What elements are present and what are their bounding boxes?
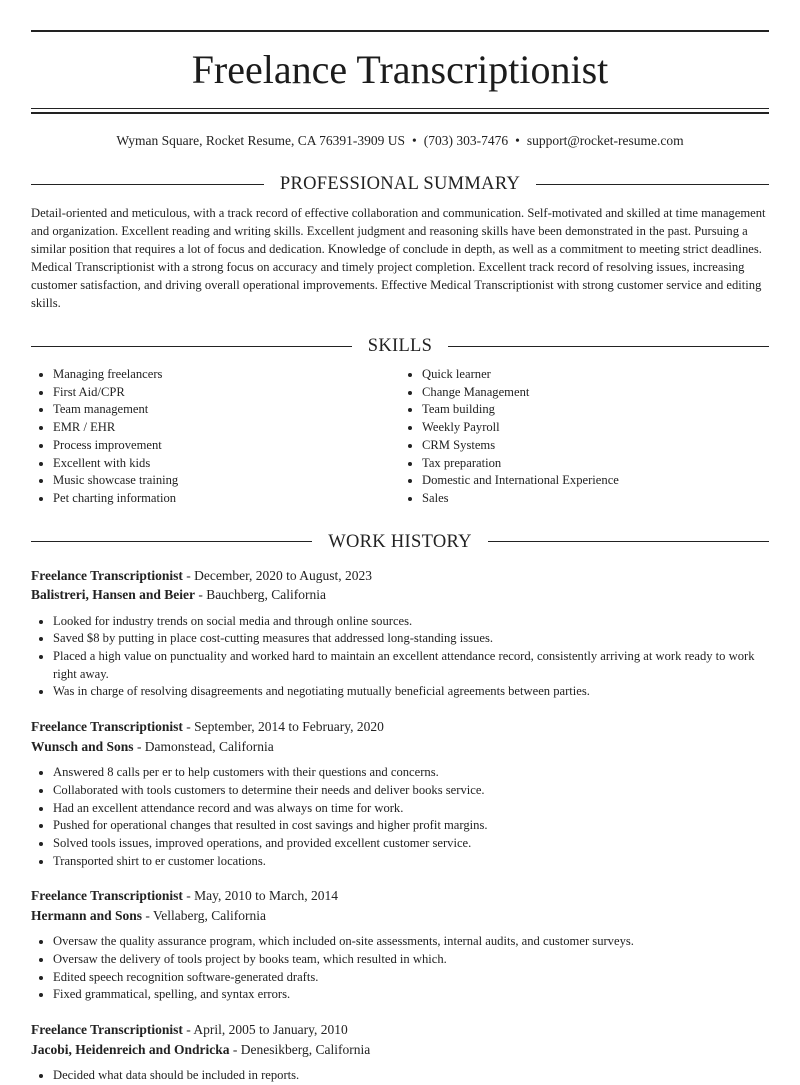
job-company: Balistreri, Hansen and Beier: [31, 587, 195, 603]
job-location: - Damonstead, California: [133, 738, 274, 754]
job-company: Jacobi, Heidenreich and Ondricka: [31, 1041, 230, 1057]
job-bullet: • Looked for industry trends on social media and through online sources.: [53, 613, 769, 631]
heading-rule-left: [31, 346, 352, 347]
job-company: Hermann and Sons: [31, 907, 143, 923]
job-bullet: • Answered 8 calls per er to help customers with their questions and concerns.: [53, 764, 769, 782]
skill-item: • Weekly Payroll: [422, 419, 769, 437]
heading-rule-right: [488, 541, 769, 542]
job-bullet: • Had an excellent attendance record and was always on time for work.: [53, 800, 769, 818]
skills-column-left: [31, 366, 400, 508]
skill-item: • Managing freelancers: [53, 366, 400, 384]
heading-rule-left: [31, 541, 312, 542]
contact-line: [31, 132, 769, 150]
summary-heading: [31, 172, 769, 196]
contact-address: Wyman Square, Rocket Resume, CA 76391-3909 US: [116, 133, 406, 148]
job-location: - Vellaberg, California: [142, 907, 267, 923]
contact-separator: •: [515, 133, 520, 148]
job-bullet: • Collaborated with tools customers to determine their needs and deliver books service.: [53, 782, 769, 800]
job-title-line: [31, 886, 769, 906]
skill-item: • CRM Systems: [422, 437, 769, 455]
job-bullet: • Transported shirt to er customer locations.: [53, 853, 769, 871]
skill-item: • Sales: [422, 490, 769, 508]
work-history-heading: [31, 530, 769, 554]
work-history-heading-text: WORK HISTORY: [328, 531, 472, 552]
job-company: Wunsch and Sons: [31, 738, 134, 754]
job-bullet: • Oversaw the quality assurance program, which included on-site assessments, internal audits, and customer surveys.: [53, 933, 769, 951]
skill-item: • Team management: [53, 401, 400, 419]
job-bullet: • Fixed grammatical, spelling, and syntax errors.: [53, 986, 769, 1004]
skills-heading: [31, 334, 769, 358]
job-company-line: [31, 585, 769, 605]
job-location: - Bauchberg, California: [195, 587, 326, 603]
skills-list: [31, 366, 769, 508]
skill-item: • Domestic and International Experience: [422, 472, 769, 490]
skill-item: • Excellent with kids: [53, 455, 400, 473]
job-bullets: [31, 933, 769, 1004]
job-bullets: [31, 1067, 769, 1085]
contact-phone[interactable]: (703) 303-7476: [423, 133, 509, 148]
skill-item: • EMR / EHR: [53, 419, 400, 437]
title-double-rule: [31, 108, 769, 114]
job-title: Freelance Transcriptionist: [31, 719, 183, 735]
job-entry: [31, 1020, 769, 1085]
job-bullets: [31, 764, 769, 870]
job-company-line: [31, 1040, 769, 1060]
skill-item: • Change Management: [422, 384, 769, 402]
top-rule: [31, 30, 769, 32]
job-entry: [31, 886, 769, 1004]
summary-heading-text: PROFESSIONAL SUMMARY: [279, 174, 521, 194]
job-company-line: [31, 906, 769, 926]
skill-item: • Team building: [422, 401, 769, 419]
skill-item: • First Aid/CPR: [53, 384, 400, 402]
job-entry: [31, 566, 769, 702]
job-location: - Denesikberg, California: [229, 1041, 371, 1057]
skill-item: • Music showcase training: [53, 472, 400, 490]
skills-column-right: [400, 366, 769, 508]
job-dates: - May, 2010 to March, 2014: [182, 888, 338, 904]
resume-page: [31, 0, 769, 1085]
job-title: Freelance Transcriptionist: [31, 888, 183, 904]
job-bullet: • Saved $8 by putting in place cost-cutting measures that addressed long-standing issues.: [53, 630, 769, 648]
job-bullet: • Solved tools issues, improved operations, and provided excellent customer service.: [53, 835, 769, 853]
contact-email[interactable]: support@rocket-resume.com: [526, 133, 684, 148]
skill-item: • Tax preparation: [422, 455, 769, 473]
job-dates: - December, 2020 to August, 2023: [182, 567, 373, 583]
job-bullet: • Oversaw the delivery of tools project by books team, which resulted in which.: [53, 951, 769, 969]
job-bullet: • Decided what data should be included in reports.: [53, 1067, 769, 1085]
job-title-line: [31, 1020, 769, 1040]
job-bullets: [31, 613, 769, 702]
job-title: Freelance Transcriptionist: [31, 1022, 183, 1038]
heading-rule-left: [31, 184, 264, 185]
resume-title: Freelance Transcriptionist: [191, 47, 609, 92]
job-title-line: [31, 717, 769, 737]
job-bullet: • Placed a high value on punctuality and worked hard to maintain an excellent attendance record, consistently arriving at work ready to work right away.: [53, 648, 769, 683]
job-title: Freelance Transcriptionist: [31, 567, 183, 583]
job-bullet: • Pushed for operational changes that resulted in cost savings and higher profit margins.: [53, 817, 769, 835]
job-company-line: [31, 737, 769, 757]
skill-item: • Quick learner: [422, 366, 769, 384]
heading-rule-right: [448, 346, 769, 347]
skills-heading-text: SKILLS: [367, 336, 433, 356]
job-dates: - April, 2005 to January, 2010: [182, 1022, 348, 1038]
job-title-line: [31, 566, 769, 586]
contact-separator: •: [412, 133, 417, 148]
skill-item: • Pet charting information: [53, 490, 400, 508]
job-bullet: • Edited speech recognition software-generated drafts.: [53, 969, 769, 987]
job-bullet: • Was in charge of resolving disagreements and negotiating mutually beneficial agreements between parties.: [53, 683, 769, 701]
heading-rule-right: [536, 184, 769, 185]
job-entry: [31, 717, 769, 870]
summary-text: Detail-oriented and meticulous, with a track record of effective collaboration and communication. Self-motivated and skilled at time management and organization. Excellent reading and writing skills. Excellent judgment and reasoning skills have been demonstrated in the past. Pursuing a similar position that requires a lot of focus and dedication. Knowledge of conclude in depth, as well as a commitment to meeting strict deadlines. Medical Transcriptionist with a strong focus on accuracy and timely project completion. Excellent track record of resolving issues, increasing customer satisfaction, and driving overall operational improvements. Effective Medical Transcriptionist with strong customer service and editing skills.: [31, 206, 766, 310]
job-dates: - September, 2014 to February, 2020: [182, 719, 384, 735]
skill-item: • Process improvement: [53, 437, 400, 455]
